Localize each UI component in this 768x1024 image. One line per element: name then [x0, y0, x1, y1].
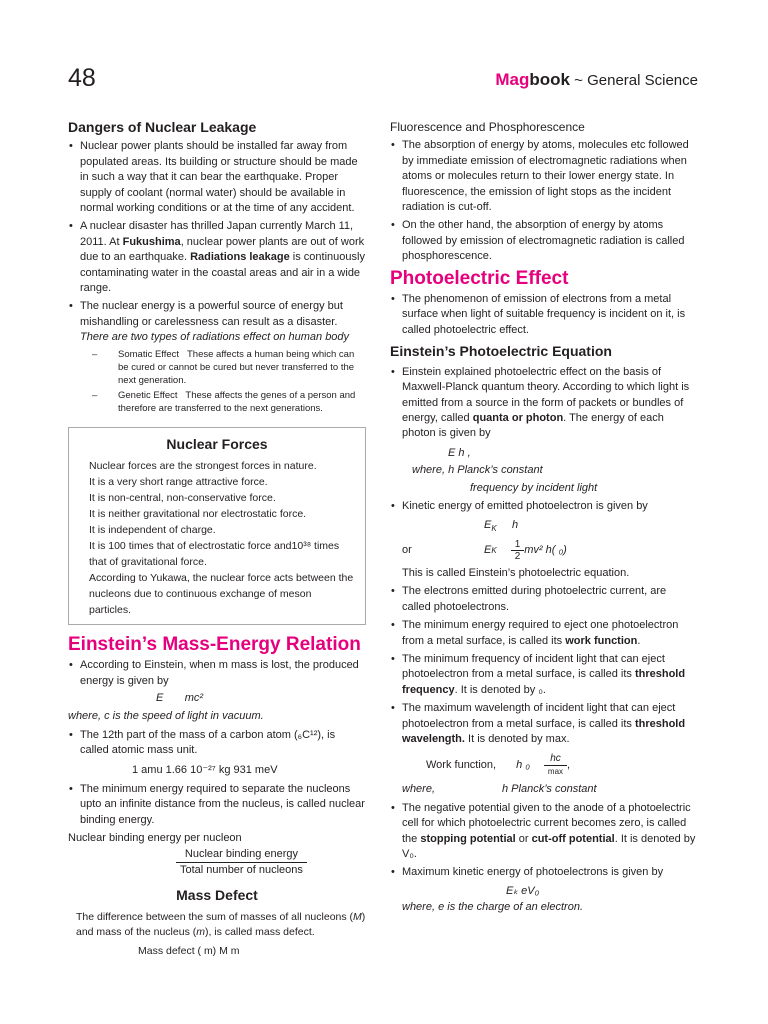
amu-equation: 1 amu 1.66 10⁻²⁷ kg 931 meV — [132, 763, 278, 776]
list-item: • The minimum energy required to eject one photoelectron from a metal surface, is called its work function. — [390, 618, 696, 649]
nf-line: According to Yukawa, the nuclear force acts between the nucleons due to continuous exchange of meson particles. — [89, 571, 354, 616]
somatic-effect: – Somatic Effect These affects a human being which can be cured or cannot be cured but never transferred to the next generation. — [92, 348, 355, 386]
genetic-effect: – Genetic Effect These affects the genes of a person and therefore are transferred to the next generations. — [92, 389, 356, 414]
fluorescence-list — [390, 138, 696, 264]
book-brand — [495, 70, 698, 90]
photoelectric-list — [390, 292, 696, 338]
photon-energy-eq: E h , — [448, 446, 471, 459]
list-item: • The electrons emitted during photoelectric current, are called photoelectrons. — [390, 584, 696, 615]
mass-energy-list — [68, 658, 366, 706]
work-function-eq: Work function, h ₀ $\frac{hc}{\max}$ , — [426, 753, 571, 777]
list-item: • The negative potential given to the anode of a photoelectric cell for which photoelectric current becomes zero, is called the stopping potential or cut-off potential. It is denoted by V₀. — [390, 801, 696, 863]
nf-line: It is a very short range attractive force. — [89, 475, 268, 488]
work-function-where: where, h Planck’s constant — [402, 783, 597, 796]
list-item: • The minimum energy required to separate the nucleons upto an infinite distance from the nucleus, is called nuclear binding energy. — [68, 782, 366, 828]
list-item: • The nuclear energy is a powerful source of energy but mishandling or carelessness can result as a disaster. There are two types of radiations effect on human body – Somatic Effect These affects a human being which can be cured or cannot be cured but never transferred to the next generation. – Genetic Effect These affects the genes of a person and therefore are transferred to the next generations. — [68, 299, 366, 414]
list-item: • Einstein explained photoelectric effect on the basis of Maxwell-Planck quantum theory. According to which light is emitted from a source in the form of packets or bundles of energy, called quanta or photon. The energy of each photon is given by E h , where, h Planck’s constant frequency by incident light — [390, 365, 696, 496]
left-column — [68, 120, 366, 959]
mass-defect-title: Mass Defect — [176, 887, 258, 904]
list-item: • On the other hand, the absorption of energy by atoms followed by emission of electromagnetic radiation is called phosphorescence. — [390, 218, 696, 264]
mass-defect-text: The difference between the sum of masses of all nucleons (M) and mass of the nucleus (m), is called mass defect. — [76, 910, 366, 938]
list-item: • The maximum wavelength of incident light that can eject photoelectron from a metal surface, is called its threshold wavelength. It is denoted by max. Work function, h ₀ $\frac{hc}{\max}$ , where, h Planck’s constant — [390, 701, 696, 798]
ke-eq-1: $E_K$ h — [484, 519, 519, 534]
brand-mag: Mag — [495, 70, 530, 89]
list-item: • The minimum frequency of incident light that can eject photoelectron from a metal surface, is called its threshold frequency. It is denoted by ₀. — [390, 652, 696, 698]
brand-subtitle: ~ General Science — [570, 72, 698, 89]
equation-emc2: E mc² — [156, 691, 204, 704]
emr-where: where, c is the speed of light in vacuum. — [68, 710, 264, 723]
ek-where: where, e is the charge of an electron. — [402, 901, 583, 914]
frequency-def: frequency by incident light — [470, 481, 598, 494]
list-item: • According to Einstein, when m mass is lost, the produced energy is given by E mc² — [68, 658, 366, 706]
mass-energy-title: Einstein’s Mass-Energy Relation — [68, 633, 361, 655]
nf-line: It is non-central, non-conservative force. — [89, 491, 276, 504]
list-item: • The phenomenon of emission of electrons from a metal surface when light of suitable frequency is incident on it, is called photoelectric effect. — [390, 292, 696, 338]
nf-line: It is neither gravitational nor electrostatic force. — [89, 507, 307, 520]
einstein-eq-called: This is called Einstein’s photoelectric equation. — [402, 566, 630, 579]
list-item: • Nuclear power plants should be installed far away from populated areas. Its building or structure should be made in such a way that it can bear the earthquake. Proper supply of coolant (normal water) should be available in normal working conditions or at the time of any accident. — [68, 139, 366, 216]
list-item: • A nuclear disaster has thrilled Japan currently March 11, 2011. At Fukushima, nuclear power plants are out of work due to an earthquake. Radiations leakage is continuously contaminating water in the coastal areas and air in a wide range. — [68, 219, 366, 296]
nf-line: Nuclear forces are the strongest forces in nature. — [89, 459, 317, 472]
einstein-equation-title: Einstein’s Photoelectric Equation — [390, 343, 612, 360]
brand-book: book — [529, 70, 570, 89]
planck-where: where, h Planck’s constant — [412, 464, 543, 477]
nf-line: It is 100 times that of electrostatic force and10³⁸ times that of gravitational force. — [89, 539, 340, 568]
list-item: • Kinetic energy of emitted photoelectron is given by $E_K$ h or E K $\frac{1}{2}$ mv² h( ₀) This is called Einstein’s photoelectric equation. — [390, 499, 696, 581]
page-number: 48 — [68, 64, 96, 92]
amu-list — [68, 728, 366, 828]
mass-defect-equation: Mass defect ( m) M m — [138, 944, 240, 957]
photoelectric-title: Photoelectric Effect — [390, 267, 569, 289]
nbe-per-nucleon: Nuclear binding energy per nucleon — [68, 832, 242, 845]
dangers-title: Dangers of Nuclear Leakage — [68, 119, 257, 135]
nbe-fraction: $\frac{\text{Nuclear binding energy}}{\text{Total number of nucleons}}$ — [176, 847, 366, 879]
fluorescence-title: Fluorescence and Phosphorescence — [390, 120, 585, 134]
list-item: • Maximum kinetic energy of photoelectrons is given by Eₖ eV₀ where, e is the charge of an electron. — [390, 865, 696, 915]
list-item: • The 12th part of the mass of a carbon atom (₆C¹²), is called atomic mass unit. 1 amu 1.66 10⁻²⁷ kg 931 meV — [68, 728, 366, 778]
nuclear-forces-box — [68, 427, 366, 625]
ek-equation: Eₖ eV₀ — [506, 884, 540, 897]
list-item: • The absorption of energy by atoms, molecules etc followed by immediate emission of electromagnetic radiations when atoms or molecules return to their lower energy state. In fluorescence, the emission of light stops as the incident radiation is cut-off. — [390, 138, 696, 215]
nuclear-forces-title: Nuclear Forces — [166, 435, 268, 452]
einstein-list — [390, 365, 696, 916]
ke-eq-2: or E K $\frac{1}{2}$ mv² h( ₀) — [402, 538, 567, 562]
nf-line: It is independent of charge. — [89, 523, 216, 536]
right-column — [390, 120, 696, 919]
dangers-list — [68, 139, 366, 414]
